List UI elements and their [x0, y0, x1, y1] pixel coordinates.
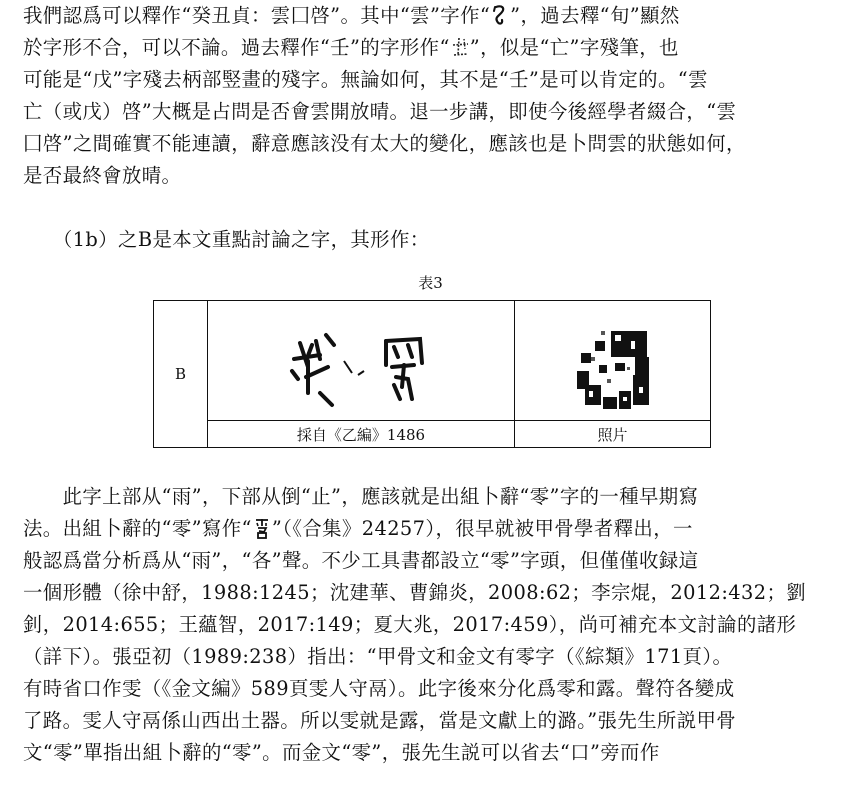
oracle-ling-glyph-icon — [252, 516, 272, 540]
text-line: 般認爲當分析爲从“雨”，“各”聲。不少工具書都設立“零”字頭，但僅僅收録這 — [23, 549, 699, 572]
text-line: 囗啓”之間確實不能連讀，辭意應該没有太大的變化，應該也是卜問雲的狀態如何， — [23, 132, 746, 155]
text-line: 釗，2014:655；王蘊智，2017:149；夏大兆，2017:459），尚可補充本文討論的諸形 — [23, 613, 797, 636]
text-line: 亡（或戊）啓”大概是占問是否會雲開放晴。退一步講，即使今後經學者綴合，“雲 — [23, 100, 737, 123]
oracle-cloud-glyph-icon — [490, 3, 510, 27]
paragraph-1 — [23, 0, 841, 192]
text-line: （詳下）。張亞初（1989:238）指出：“甲骨文和金文有零字（《綜類》171頁）。 — [23, 645, 733, 668]
text-line: （1b）之B是本文重點討論之字，其形作： — [62, 228, 430, 251]
paragraph-2 — [23, 224, 841, 256]
oracle-ren-glyph-icon — [450, 35, 470, 59]
text-line: 了路。雯人守鬲係山西出土器。所以雯就是露，當是文獻上的潞。”張先生所説甲骨 — [23, 709, 737, 732]
text-line: 文“零”單指出組卜辭的“零”。而金文“零”，張先生説可以省去“口”旁而作 — [23, 741, 660, 764]
table-row-label: B — [154, 301, 208, 447]
text-line: 是否最終會放晴。 — [23, 164, 182, 187]
text-line: 此字上部从“雨”，下部从倒“止”，應該就是出組卜辭“零”字的一種早期寫 — [23, 485, 699, 508]
text-line: 法。出組卜辭的“零”寫作“ ”（《合集》24257），很早就被甲骨學者釋出，一 — [23, 517, 693, 540]
paragraph-3 — [23, 481, 841, 769]
text-line: 於字形不合，可以不論。過去釋作“壬”的字形作“ ”，似是“亡”字殘筆，也 — [23, 36, 679, 59]
text-line: 可能是“戊”字殘去柄部竪畫的殘字。無論如何，其不是“壬”是可以肯定的。“雲 — [23, 68, 708, 91]
text-line: 一個形體（徐中舒，1988:1245；沈建華、曹錦炎，2008:62；李宗焜，2012:432；劉 — [23, 581, 807, 604]
oracle-photo-B-image — [515, 301, 710, 421]
oracle-rubbing-B-image — [208, 301, 515, 421]
photo-caption: 照片 — [597, 425, 628, 444]
glyph-table — [153, 300, 711, 448]
table-caption: 表3 — [418, 274, 443, 292]
rubbing-caption: 採自《乙編》1486 — [208, 421, 515, 447]
text-line: 有時省口作雯（《金文編》589頁雯人守鬲）。此字後來分化爲零和露。聲符各變成 — [23, 677, 735, 700]
text-line: 我們認爲可以釋作“癸丑貞：雲囗啓”。其中“雲”字作“ ”，過去釋“旬”顯然 — [23, 4, 680, 27]
